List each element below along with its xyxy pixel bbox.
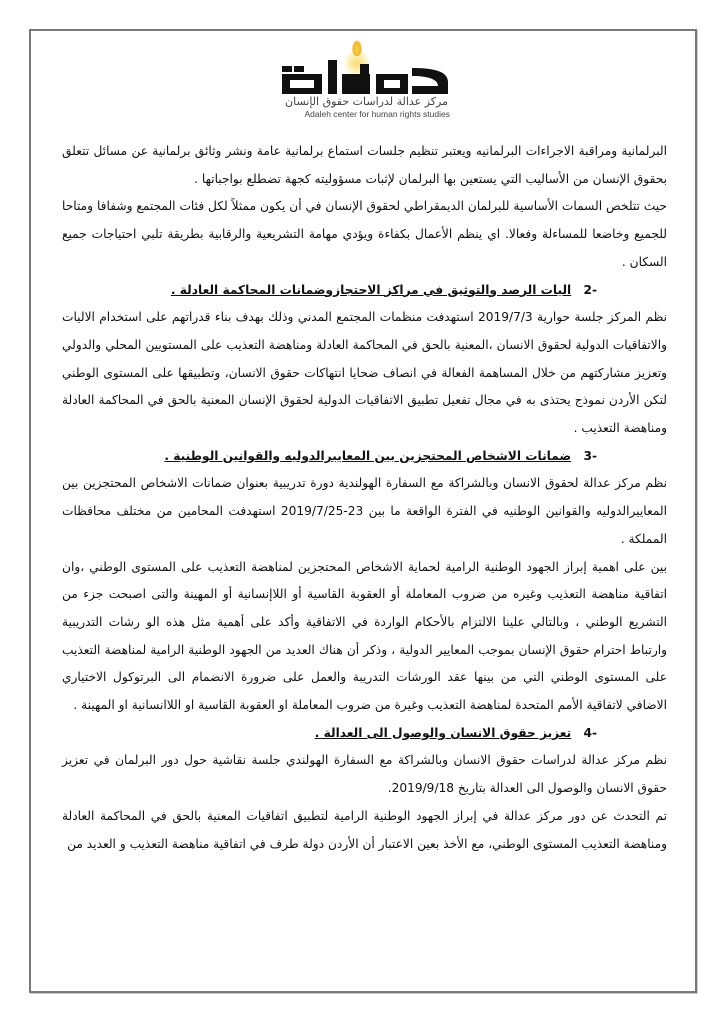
section-3-heading xyxy=(62,443,667,471)
section-3-paragraph-2-text: على اهمية إبراز الجهود الوطنية الرامية لحماية الاشخاص المحتجزين لمناهضة التعذيب على المستوى الوطني ،وان اتفاقية مناهضة التعذيب وغيره من ضروب المعاملة أو العقوبة القاسية أو اللاإنسانية أو المهينة والتى اصبحت جزء من التشريع الوطني ، وبالتالي علينا الالتزام بالأحكام الواردة في الاتفاقية وأكد على أهمية مثل هذه الو رشات التدريبية وارتباط احترام حقوق الإنسان بموجب المعايير الدولية ، وذكر أن هناك العديد من الجهود الوطنية الرامية لمناهضة التعذيب على المستوى الوطني التي من بينها عقد الورشات التدريبة والعمل على ضرورة الانضمام الى البرتوكول الاختياري الاضافي لاتفاقية الأمم المتحدة لمناهضة التعذيب وغيرة من ضروب المعاملة او العقوبة القاسية او اللاانسانية او المهينة . xyxy=(62,559,667,713)
section-2-heading xyxy=(62,277,667,305)
section-2-paragraph: نظم المركز جلسة حوارية 2019/7/3 استهدفت منظمات المجتمع المدني وذلك بهدف بناء قدراتهم على استخدام الاليات والاتفاقيات الدولية لحقوق الانسان ،المعنية بالحق في المحاكمة العادلة ومناهضة التعذيب على المستويين المحلي والدولي وتعزيز مشاركتهم من خلال المساهمة الفعالة في انصاف ضحايا انتهاكات حقوق الانسان، وتطبيقها على المستوى الوطني لتكن الأردن نموذج يحتذى به في مجال تفعيل تطبيق الاتفاقيات الدولية لحقوق الإنسان المعنية بالحق في المحاكمة العادلة ومناهضة التعذيب . xyxy=(62,310,667,436)
intro-paragraph-1: البرلمانية ومراقبة الاجراءات البرلمانيه ويعتبر تنظيم جلسات استماع برلمانية عامة ونشر وثائق برلمانية عن مسائل تتعلق بحقوق الإنسان من الأساليب التي يستعين بها البرلمان لإثبات مسؤوليته كجهة تضطلع بواجباتها . xyxy=(62,144,667,186)
section-3-title: ضمانات الاشخاص المحتجزين بين المعاييرالدوليه والقوانين الوطنية . xyxy=(164,448,572,463)
logo-subtitle-english: Adaleh center for human rights studies xyxy=(304,109,450,119)
section-4-number: -4 xyxy=(583,725,597,740)
logo-subtitle-arabic: مركز عدالة لدراسات حقوق الإنسان xyxy=(285,95,448,108)
intro-paragraph-2: حيث تتلخص السمات الأساسية للبرلمان الديمقراطي لحقوق الإنسان في أن يكون ممثلاً لكل فئات المجتمع وشفافا ومتاحا للجميع وخاضعا للمساءلة وفعالا. اي ينظم الأعمال بكفاءة ويؤدي مهامة التشريعية والرقابية بطريقة تلبي احتياجات جميع السكان . xyxy=(62,199,667,269)
section-3-lead-word: بين xyxy=(650,559,668,574)
section-4-title: تعزيز حقوق الانسان والوصول الى العدالة . xyxy=(314,725,572,740)
section-2-title: اليات الرصد والتوثيق في مراكز الاحتجازوضمانات المحاكمة العادلة . xyxy=(170,282,572,297)
logo-wordmark-icon xyxy=(280,60,450,94)
section-3-paragraph-2 xyxy=(62,554,667,720)
section-2-number: -2 xyxy=(583,282,597,297)
candle-flame-icon xyxy=(352,40,362,56)
section-3-number: -3 xyxy=(583,448,597,463)
section-4-paragraph-2: تم التحدث عن دور مركز عدالة في إبراز الجهود الوطنية الرامية لتطبيق اتفاقيات المعنية بالحق في المحاكمة العادلة ومناهضة التعذيب المستوى الوطني، مع الأخذ بعين الاعتبار أن الأردن دولة طرف في اتفاقية مناهضة التعذيب و العديد من xyxy=(62,808,667,851)
section-4-paragraph-1: نظم مركز عدالة لدراسات حقوق الانسان وبالشراكة مع السفارة الهولندي جلسة نقاشية حول دور البرلمان في تعزيز حقوق الانسان والوصول الى العدالة بتاريخ 2019/9/18. xyxy=(62,753,667,796)
adaleh-logo xyxy=(272,38,452,120)
section-4-heading xyxy=(62,720,667,748)
document-body xyxy=(62,138,667,858)
section-3-paragraph-1: نظم مركز عدالة لحقوق الانسان وبالشراكة مع السفارة الهولندية دورة تدريبية بعنوان ضمانات الاشخاص المحتجزين بين المعاييرالدوليه والقوانين الوطنيه في الفترة الواقعة ما بين 23-2019/7/25 استهدفت المحامين من مختلف محافظات المملكة . xyxy=(62,476,667,546)
